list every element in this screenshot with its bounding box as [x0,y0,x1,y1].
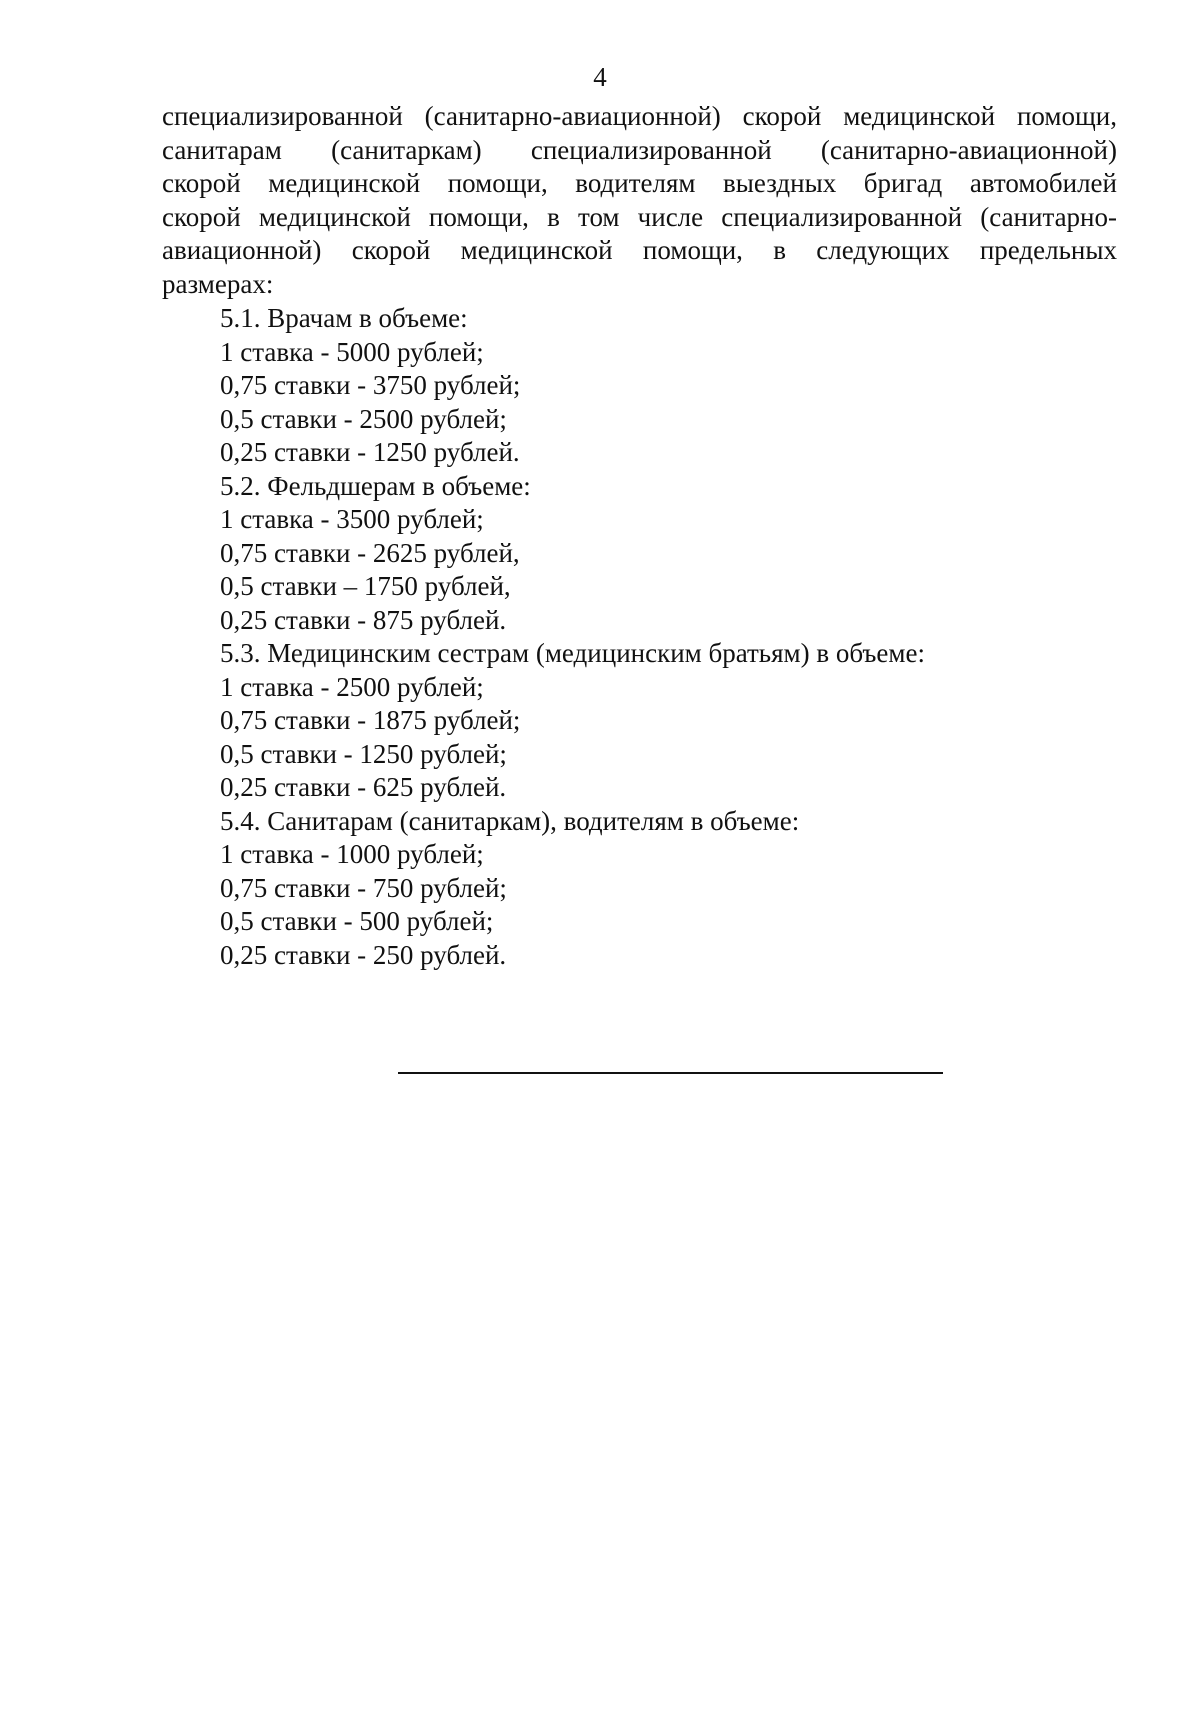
list-item: 0,5 ставки - 500 рублей; [220,906,494,936]
list-item: 0,25 ставки - 250 рублей. [220,939,507,970]
intro-paragraph [162,100,1117,301]
section-heading-orderlies-drivers: 5.4. Санитарам (санитаркам), водителям в объеме: [220,805,800,836]
list-item: 0,25 ставки - 875 рублей. [220,604,507,635]
end-divider [398,1072,943,1074]
intro-line: размерах: [162,268,274,299]
section-heading-nurses: 5.3. Медицинским сестрам (медицинским братьям) в объеме: [220,638,925,668]
list-item: 0,75 ставки - 1875 рублей; [220,705,521,735]
list-item: 0,25 ставки - 625 рублей. [220,772,507,802]
intro-line: специализированной (санитарно-авиационной) скорой медицинской помощи, [162,101,1117,131]
section-heading-doctors: 5.1. Врачам в объеме: [220,303,468,333]
list-item: 1 ставка - 3500 рублей; [220,504,484,534]
list-item: 0,75 ставки - 750 рублей; [220,872,507,903]
intro-line: скорой медицинской помощи, водителям выездных бригад автомобилей [162,168,1117,198]
intro-line: авиационной) скорой медицинской помощи, в следующих предельных [162,235,1117,265]
rates-list [220,302,925,972]
section-heading-paramedics: 5.2. Фельдшерам в объеме: [220,470,531,501]
list-item: 0,75 ставки - 3750 рублей; [220,370,521,400]
list-item: 0,5 ставки - 1250 рублей; [220,738,507,769]
list-item: 0,75 ставки - 2625 рублей, [220,537,520,568]
list-item: 1 ставка - 2500 рублей; [220,671,484,702]
list-item: 0,25 ставки - 1250 рублей. [220,437,520,467]
list-item: 0,5 ставки - 2500 рублей; [220,403,507,434]
intro-line: санитарам (санитаркам) специализированной (санитарно-авиационной) [162,134,1117,165]
page-number: 4 [593,62,607,92]
list-item: 1 ставка - 1000 рублей; [220,839,484,869]
list-item: 1 ставка - 5000 рублей; [220,336,484,367]
list-item: 0,5 ставки – 1750 рублей, [220,571,511,601]
intro-line: скорой медицинской помощи, в том числе специализированной (санитарно- [162,201,1117,232]
